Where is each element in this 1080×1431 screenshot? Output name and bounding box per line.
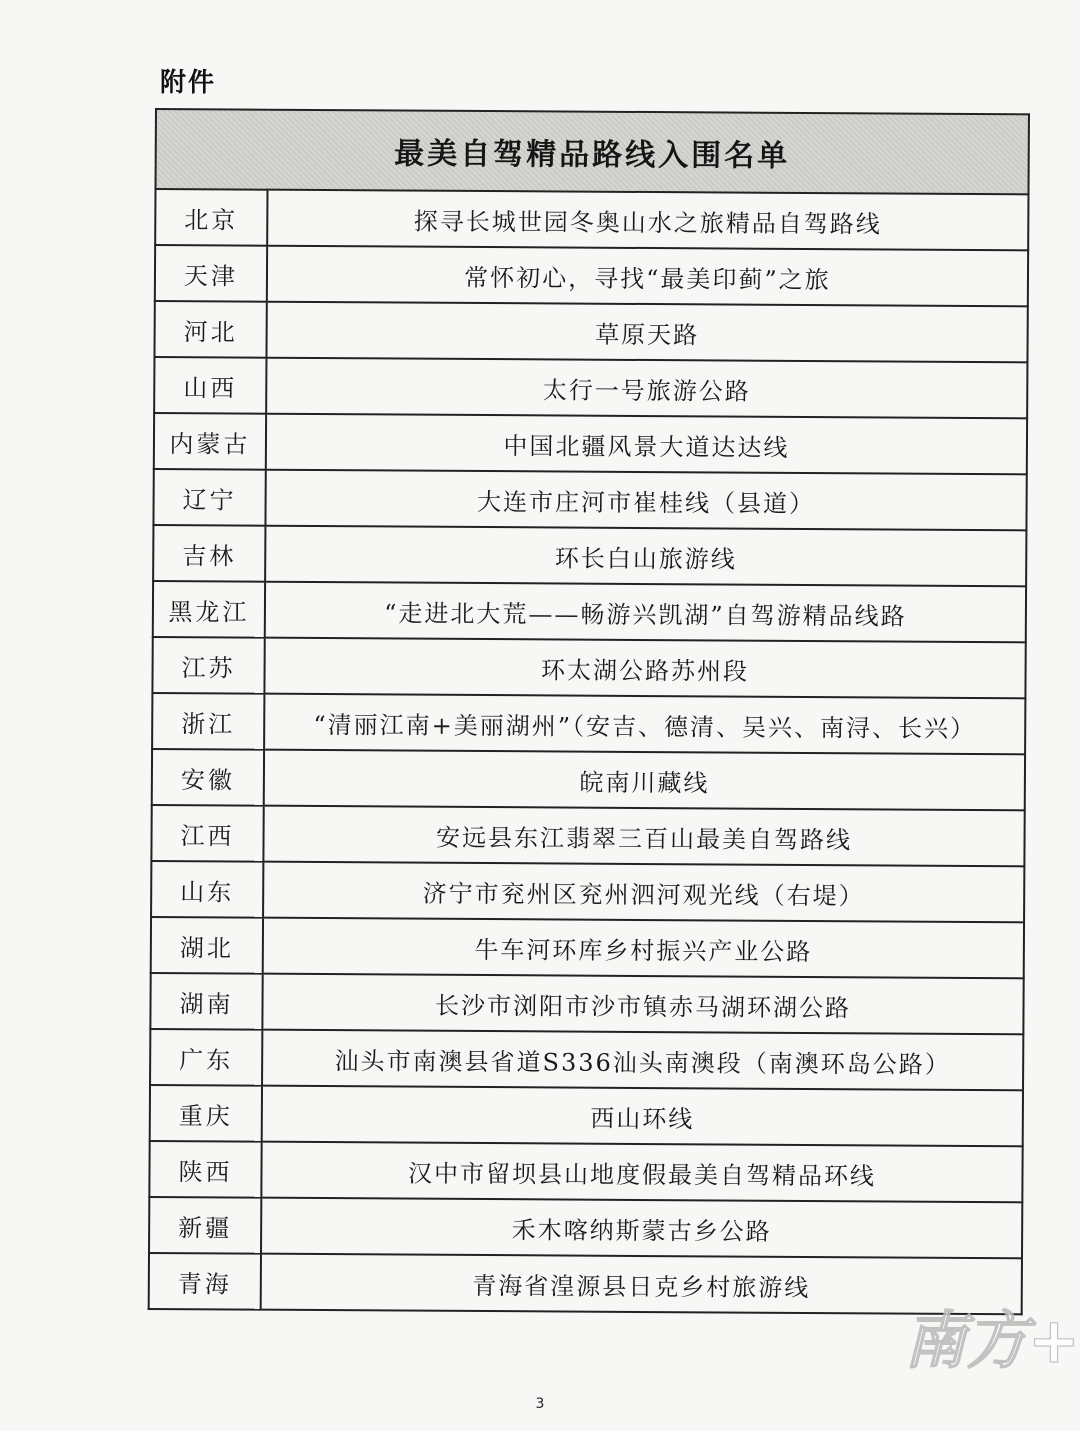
route-cell: 环长白山旅游线: [265, 526, 1026, 587]
province-cell: 吉林: [153, 525, 265, 582]
table-row: [149, 1141, 1022, 1202]
table-title: 最美自驾精品路线入围名单: [156, 109, 1029, 194]
route-cell: 探寻长城世园冬奥山水之旅精品自驾路线: [267, 190, 1028, 251]
route-cell: 中国北疆风景大道达达线: [266, 414, 1027, 475]
route-cell: 太行一号旅游公路: [266, 358, 1027, 419]
route-cell: 草原天路: [266, 302, 1027, 363]
province-cell: 黑龙江: [153, 581, 265, 638]
table-row: [149, 1197, 1022, 1258]
province-cell: 北京: [155, 189, 267, 246]
route-cell: 汕头市南澳县省道S336汕头南澳段（南澳环岛公路）: [262, 1030, 1023, 1091]
province-cell: 青海: [149, 1253, 261, 1310]
table-row: [150, 1029, 1023, 1090]
province-cell: 河北: [154, 301, 266, 358]
route-cell: 牛车河环库乡村振兴产业公路: [263, 918, 1024, 979]
province-cell: 江苏: [152, 637, 264, 694]
province-cell: 广东: [150, 1029, 262, 1086]
route-cell: “走进北大荒——畅游兴凯湖”自驾游精品线路: [265, 582, 1026, 643]
table-row: [152, 693, 1025, 754]
table-row: [151, 917, 1024, 978]
province-cell: 辽宁: [153, 469, 265, 526]
attachment-label: 附件: [160, 68, 217, 98]
province-cell: 湖南: [150, 973, 262, 1030]
province-cell: 内蒙古: [154, 413, 266, 470]
province-cell: 新疆: [149, 1197, 261, 1254]
table-row: [149, 1253, 1022, 1314]
route-list-table-wrapper: [148, 108, 1030, 1315]
table-row: [152, 637, 1025, 698]
table-row: [155, 189, 1028, 250]
route-cell: 汉中市留坝县山地度假最美自驾精品环线: [261, 1142, 1022, 1203]
route-cell: 大连市庄河市崔桂线（县道）: [265, 470, 1026, 531]
nanfang-plus-logo: [900, 1290, 1080, 1380]
route-cell: 常怀初心，寻找“最美印蓟”之旅: [267, 246, 1028, 307]
province-cell: 浙江: [152, 693, 264, 750]
table-row: [150, 1085, 1023, 1146]
province-cell: 重庆: [150, 1085, 262, 1142]
route-cell: 济宁市兖州区兖州泗河观光线（右堤）: [263, 862, 1024, 923]
table-row: [154, 357, 1027, 418]
province-cell: 天津: [155, 245, 267, 302]
table-row: [155, 245, 1028, 306]
table-row: [153, 581, 1026, 642]
table-row: [150, 973, 1023, 1034]
route-cell: 禾木喀纳斯蒙古乡公路: [261, 1198, 1022, 1259]
table-row: [151, 805, 1024, 866]
page-number: 3: [535, 1396, 545, 1412]
route-cell: 西山环线: [262, 1086, 1023, 1147]
province-cell: 陕西: [149, 1141, 261, 1198]
province-cell: 山西: [154, 357, 266, 414]
route-cell: 青海省湟源县日克乡村旅游线: [261, 1254, 1022, 1315]
route-list-table: [148, 108, 1030, 1315]
route-cell: 环太湖公路苏州段: [264, 638, 1025, 699]
route-cell: 安远县东江翡翠三百山最美自驾路线: [263, 806, 1024, 867]
route-cell: “清丽江南+美丽湖州”（安吉、德清、吴兴、南浔、长兴）: [264, 694, 1025, 755]
table-row: [152, 749, 1025, 810]
province-cell: 山东: [151, 861, 263, 918]
table-row: [151, 861, 1024, 922]
table-row: [154, 301, 1027, 362]
route-cell: 皖南川藏线: [264, 750, 1025, 811]
table-body: [149, 189, 1029, 1314]
table-row: [153, 469, 1026, 530]
route-cell: 长沙市浏阳市沙市镇赤马湖环湖公路: [262, 974, 1023, 1035]
province-cell: 江西: [151, 805, 263, 862]
table-row: [154, 413, 1027, 474]
table-row: [153, 525, 1026, 586]
watermark-text: 南方+: [904, 1304, 1080, 1377]
province-cell: 安徽: [152, 749, 264, 806]
province-cell: 湖北: [151, 917, 263, 974]
